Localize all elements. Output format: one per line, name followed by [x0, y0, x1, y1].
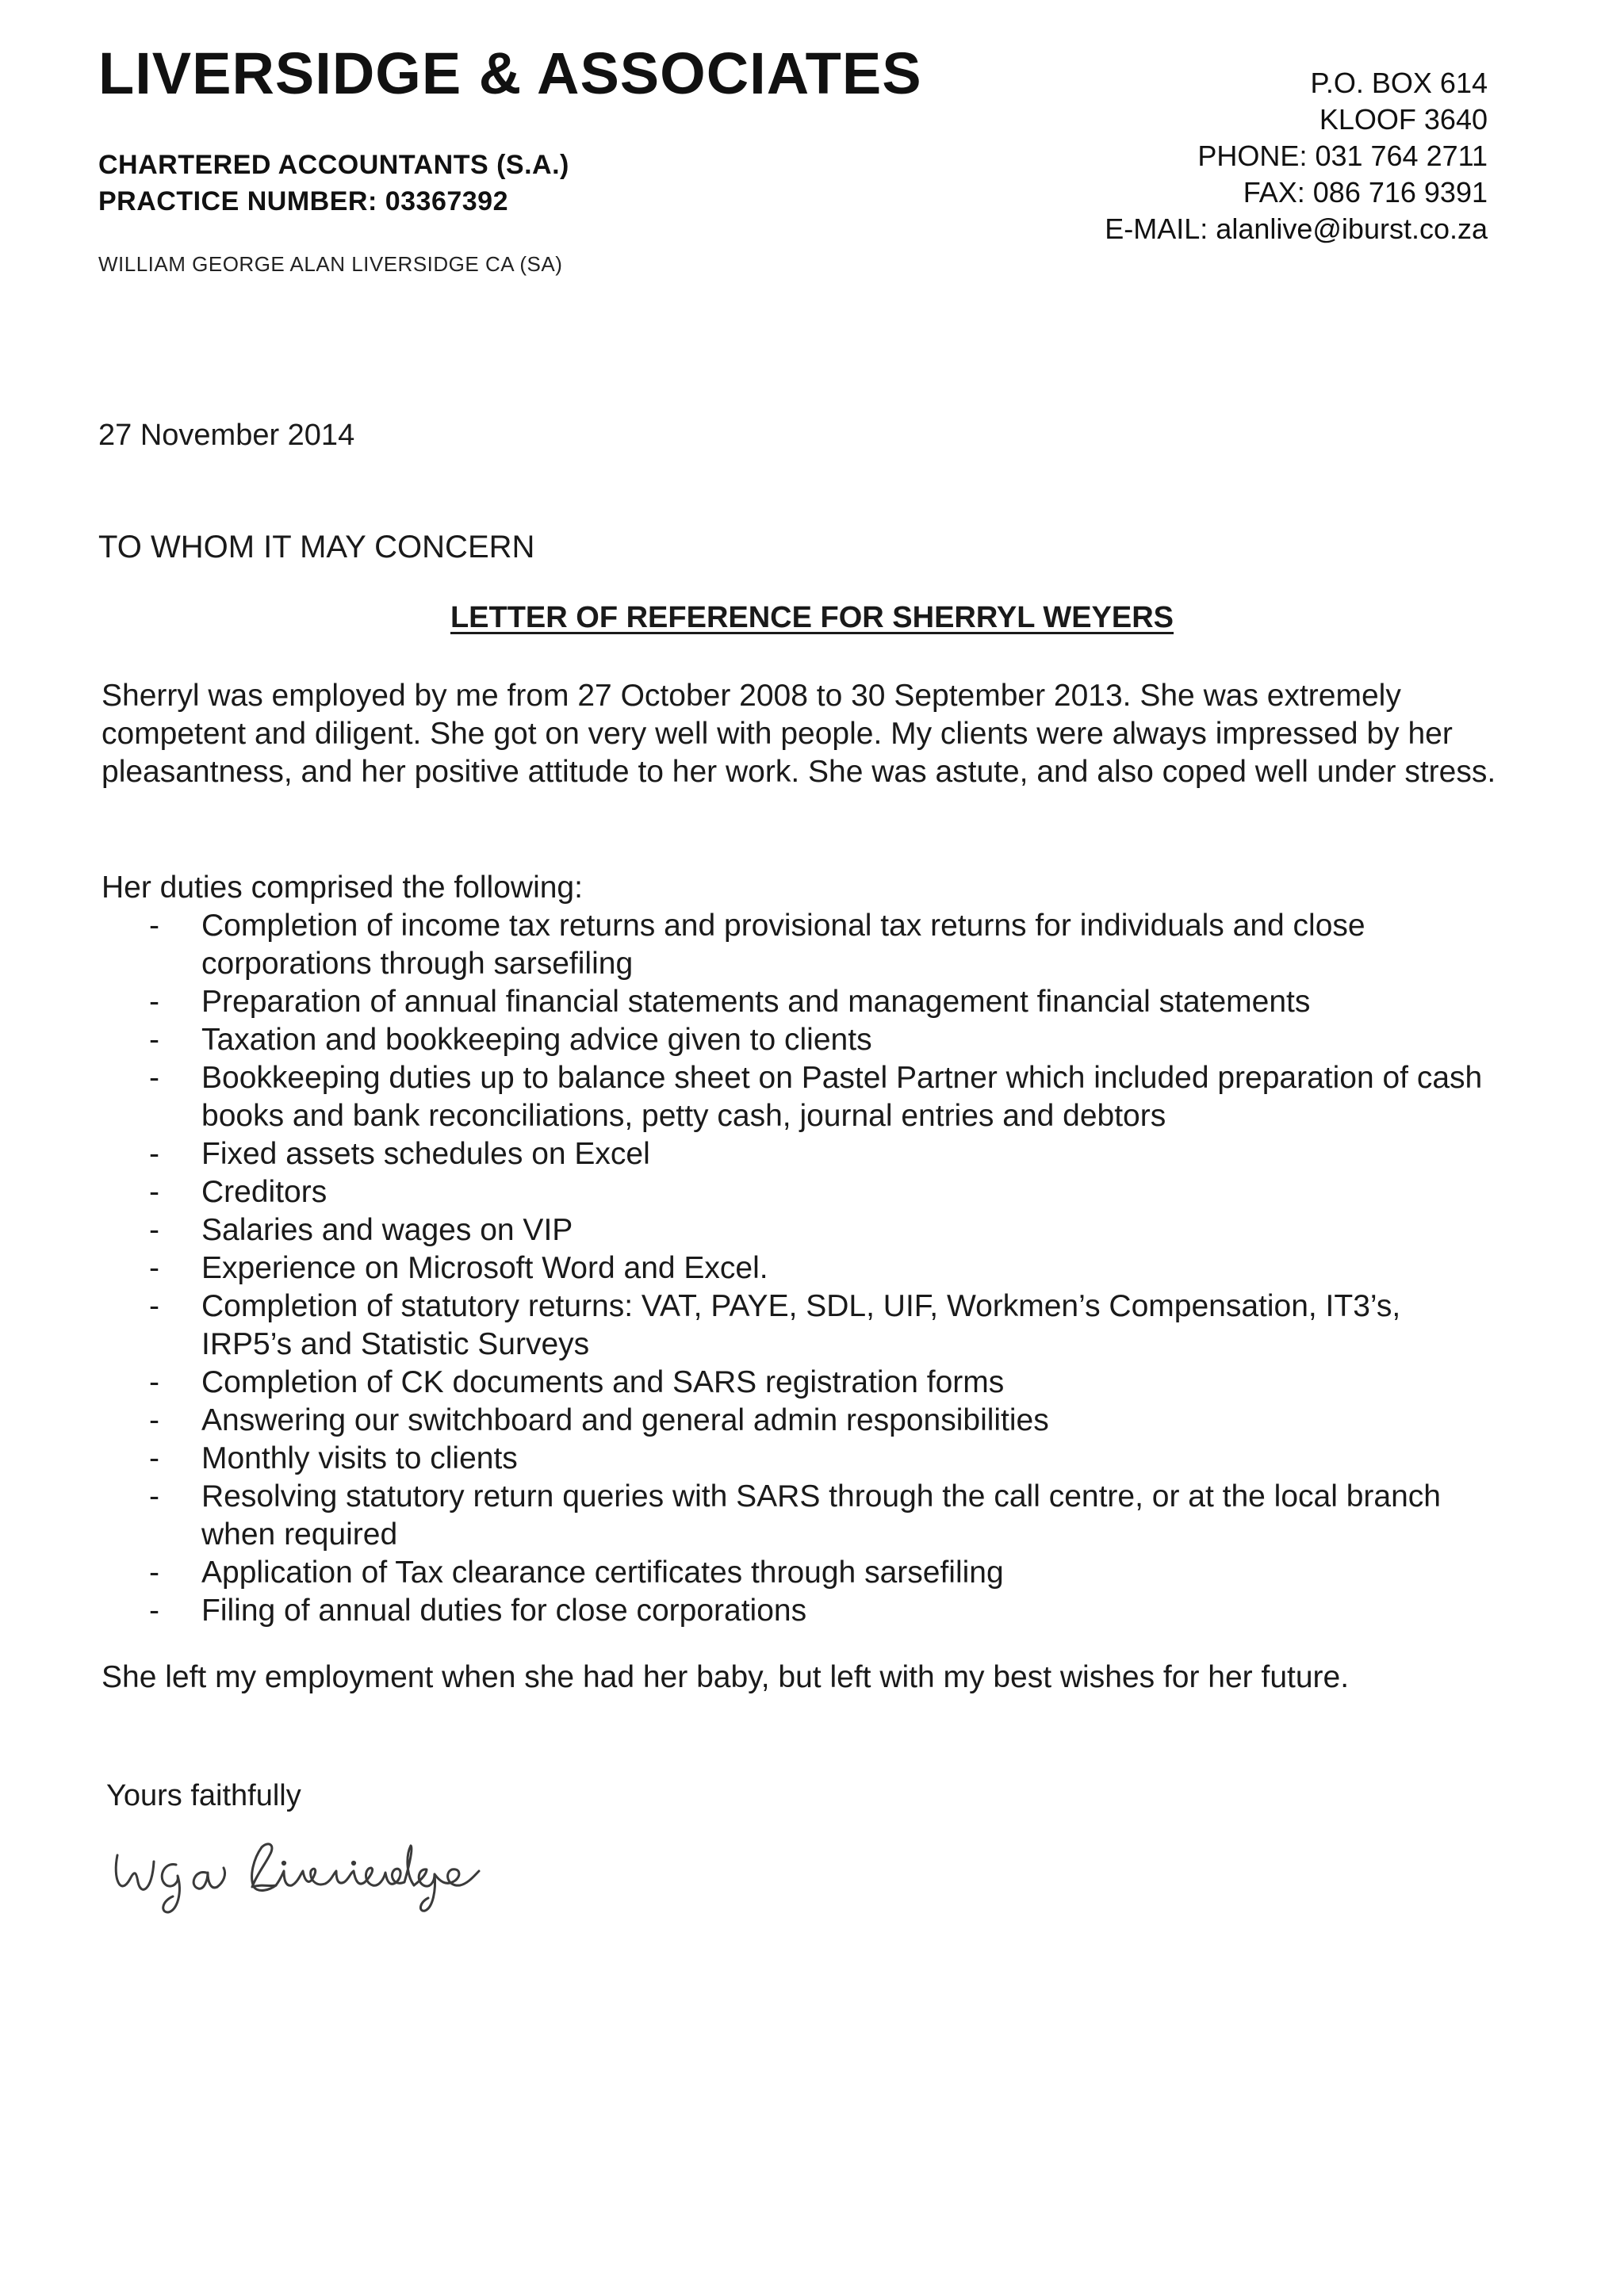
- closing-paragraph: She left my employment when she had her baby, but left with my best wishes for her future.: [102, 1660, 1350, 1694]
- practice-number: PRACTICE NUMBER: 03367392: [98, 186, 508, 216]
- duties-intro: Her duties comprised the following:: [102, 871, 583, 905]
- firm-name: LIVERSIDGE & ASSOCIATES: [98, 40, 922, 106]
- duty-item: - Resolving statutory return queries with SARS through the call centre, or at the local branch when required: [149, 1479, 1441, 1552]
- bullet-dash: -: [149, 1023, 159, 1057]
- duty-item: - Preparation of annual financial statements and management financial statements: [149, 983, 1497, 1021]
- duty-item: - Fixed assets schedules on Excel: [149, 1135, 1497, 1173]
- duty-item: - Filing of annual duties for close corporations: [149, 1592, 1497, 1630]
- sign-off: Yours faithfully: [106, 1779, 301, 1812]
- firm-credentials: [98, 147, 569, 220]
- duty-item: - Completion of income tax returns and provisional tax returns for individuals and close corporations through sarsefiling: [149, 909, 1365, 981]
- subject-text: LETTER OF REFERENCE FOR SHERRYL WEYERS: [450, 601, 1174, 634]
- firm-subtitle: CHARTERED ACCOUNTANTS (S.A.): [98, 150, 569, 180]
- duty-item: - Monthly visits to clients: [149, 1440, 1497, 1478]
- bullet-dash: -: [149, 1479, 159, 1513]
- bullet-dash: -: [149, 909, 159, 943]
- contact-block: [1105, 65, 1488, 247]
- bullet-dash: -: [149, 1403, 159, 1437]
- intro-paragraph: Sherryl was employed by me from 27 October 2008 to 30 September 2013. She was extremely competent and diligent. She got on very well with people. My clients were always impressed by her pleasantness, and her positive attitude to her work. She was astute, and also coped well under stress.: [102, 679, 1496, 789]
- town: KLOOF 3640: [1319, 103, 1488, 136]
- bullet-dash: -: [149, 1594, 159, 1628]
- bullet-dash: -: [149, 1175, 159, 1209]
- bullet-dash: -: [149, 1365, 159, 1399]
- phone: PHONE: 031 764 2711: [1197, 140, 1488, 172]
- salutation: TO WHOM IT MAY CONCERN: [98, 530, 535, 564]
- subject-heading: [0, 601, 1624, 635]
- bullet-dash: -: [149, 985, 159, 1019]
- duty-item: - Experience on Microsoft Word and Excel.: [149, 1249, 1497, 1288]
- duty-item: - Completion of CK documents and SARS registration forms: [149, 1364, 1497, 1402]
- duty-item: - Application of Tax clearance certificates through sarsefiling: [149, 1554, 1497, 1592]
- duty-item: - Completion of statutory returns: VAT, PAYE, SDL, UIF, Workmen’s Compensation, IT3’s, IRP5’s and Statistic Surveys: [149, 1289, 1401, 1361]
- bullet-dash: -: [149, 1556, 159, 1590]
- fax: FAX: 086 716 9391: [1243, 176, 1488, 209]
- email: E-MAIL: alanlive@iburst.co.za: [1105, 212, 1488, 245]
- bullet-dash: -: [149, 1213, 159, 1247]
- bullet-dash: -: [149, 1137, 159, 1171]
- duty-item: - Answering our switchboard and general admin responsibilities: [149, 1402, 1497, 1440]
- po-box: P.O. BOX 614: [1310, 67, 1488, 99]
- letter-date: 27 November 2014: [98, 419, 355, 452]
- duty-item: - Bookkeeping duties up to balance sheet on Pastel Partner which included preparation of cash books and bank reconciliations, petty cash, journal entries and debtors: [149, 1061, 1483, 1133]
- bullet-dash: -: [149, 1061, 159, 1095]
- partner-name: WILLIAM GEORGE ALAN LIVERSIDGE CA (SA): [98, 252, 563, 276]
- handwritten-signature: [106, 1823, 534, 1919]
- duty-item: - Taxation and bookkeeping advice given to clients: [149, 1021, 1497, 1059]
- bullet-dash: -: [149, 1251, 159, 1285]
- bullet-dash: -: [149, 1289, 159, 1323]
- signature: [106, 1823, 534, 1923]
- bullet-dash: -: [149, 1441, 159, 1475]
- duties-list: [149, 907, 1497, 1630]
- duty-item: - Salaries and wages on VIP: [149, 1211, 1497, 1249]
- duty-item: - Creditors: [149, 1173, 1497, 1211]
